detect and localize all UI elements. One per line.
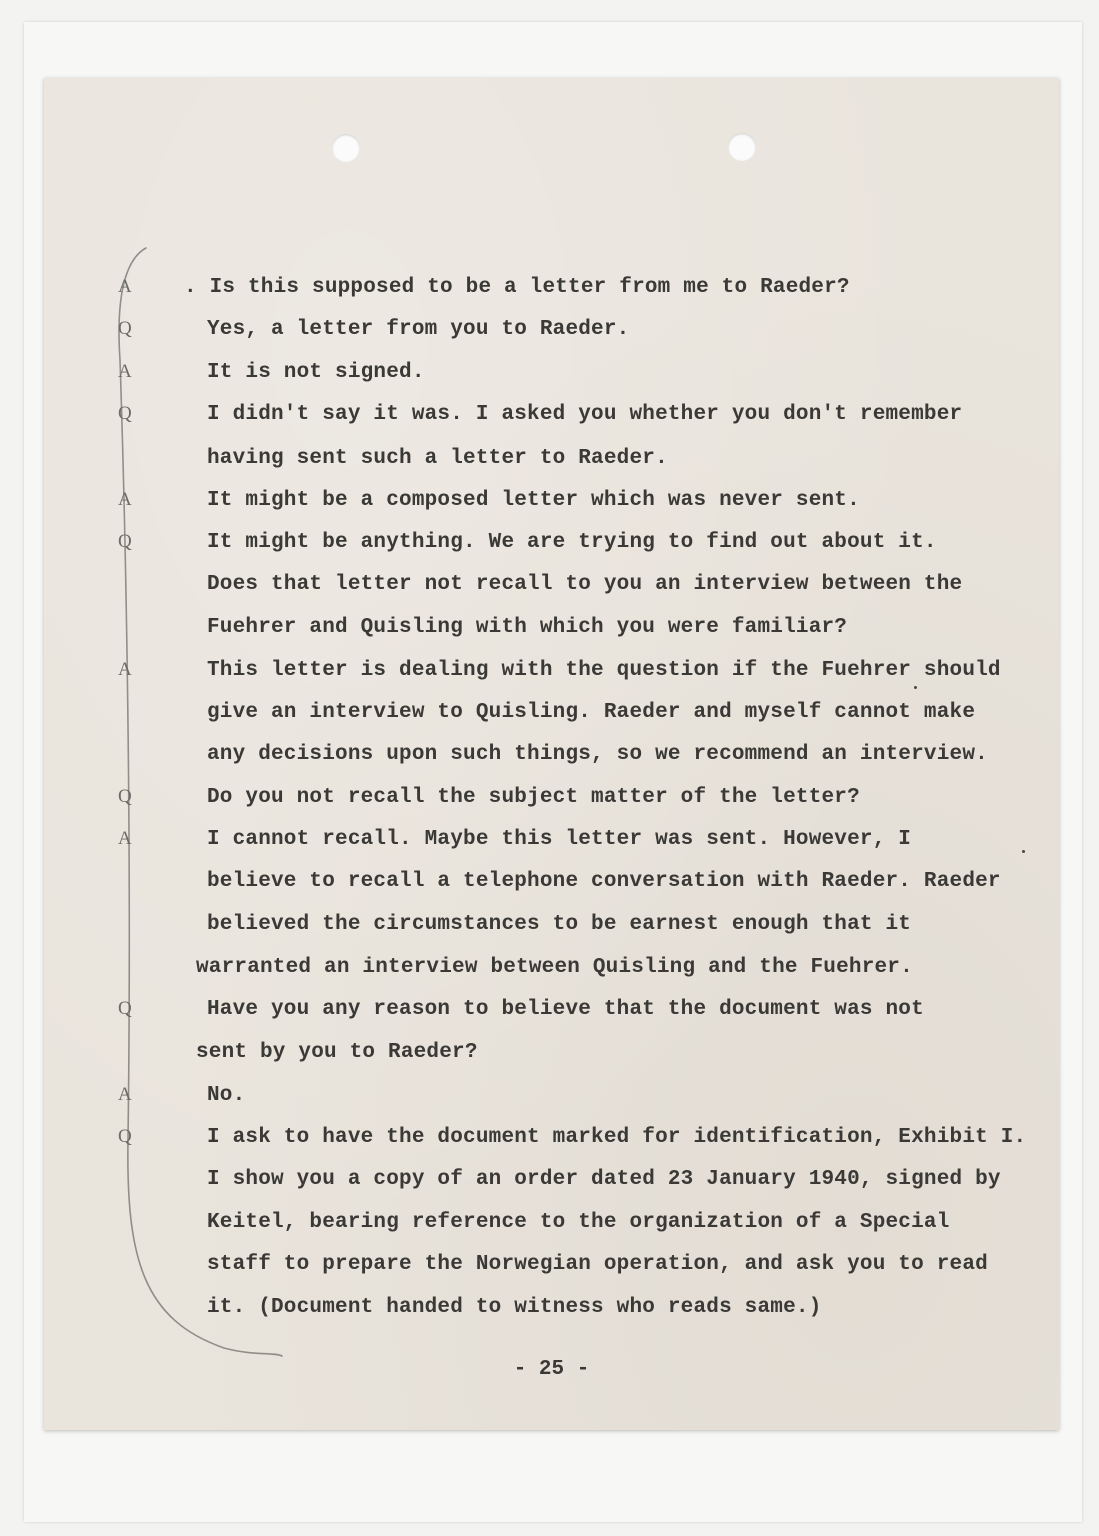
line-text: warranted an interview between Quisling and the Fuehrer. [196,956,913,979]
transcript-line [44,1168,1059,1204]
line-text: I show you a copy of an order dated 23 January 1940, signed by [207,1168,1001,1191]
transcript-line [44,573,1059,609]
line-text: believe to recall a telephone conversation with Raeder. Raeder [207,870,1001,893]
transcript-line [44,1126,1059,1162]
speaker-label: A [118,1084,132,1105]
line-text: I ask to have the document marked for identification, Exhibit I. [207,1126,1027,1149]
transcript-line [44,828,1059,864]
speaker-label: A [118,828,132,849]
line-text: believed the circumstances to be earnest enough that it [207,913,912,936]
line-text: Keitel, bearing reference to the organization of a Special [207,1211,950,1234]
transcript-line [44,743,1059,779]
transcript-line [44,1296,1059,1332]
transcript-line [44,956,1059,992]
transcript-line [44,659,1059,695]
line-text: give an interview to Quisling. Raeder and myself cannot make [207,701,976,724]
line-text: It might be a composed letter which was never sent. [207,489,860,512]
line-text: having sent such a letter to Raeder. [207,447,668,470]
line-text: It might be anything. We are trying to find out about it. [207,531,937,554]
speaker-label: Q [118,531,132,552]
line-text: This letter is dealing with the question if the Fuehrer should [207,659,1001,682]
line-text: staff to prepare the Norwegian operation, and ask you to read [207,1253,988,1276]
ink-speck [1022,850,1025,853]
transcript-line [44,998,1059,1034]
speaker-label: Q [118,1126,132,1147]
transcript-line [44,913,1059,949]
punch-hole-left [332,134,360,162]
transcript-line [44,701,1059,737]
line-text: I cannot recall. Maybe this letter was sent. However, I [207,828,912,851]
speaker-label: Q [118,403,132,424]
line-text: It is not signed. [207,361,425,384]
transcript-line [44,318,1059,354]
speaker-label: Q [118,786,132,807]
transcript-line [44,870,1059,906]
transcript-line [44,1041,1059,1077]
transcript-line [44,786,1059,822]
transcript-line [44,276,1059,312]
transcript-line [44,1211,1059,1247]
transcript-line [44,1253,1059,1289]
speaker-label: A [118,489,132,510]
line-text: I didn't say it was. I asked you whether you don't remember [207,403,963,426]
line-text: No. [207,1084,246,1107]
line-text: sent by you to Raeder? [196,1041,478,1064]
transcript-line [44,616,1059,652]
transcript-line [44,447,1059,483]
line-text: any decisions upon such things, so we recommend an interview. [207,743,988,766]
speaker-label: A [118,659,132,680]
speaker-label: A [118,276,132,297]
speaker-label: Q [118,998,132,1019]
page-number: - 25 - [513,1358,590,1381]
line-text: it. (Document handed to witness who reads same.) [207,1296,822,1319]
punch-hole-right [728,133,756,161]
speaker-label: Q [118,318,132,339]
ink-speck [914,686,917,689]
transcript-line [44,1084,1059,1120]
line-text: Fuehrer and Quisling with which you were familiar? [207,616,848,639]
speaker-label: A [118,361,132,382]
line-text: . Is this supposed to be a letter from me to Raeder? [184,276,850,299]
line-text: Have you any reason to believe that the document was not [207,998,924,1021]
line-text: Do you not recall the subject matter of the letter? [207,786,860,809]
typed-page [44,78,1059,1430]
transcript-line [44,531,1059,567]
line-text: Yes, a letter from you to Raeder. [207,318,630,341]
line-text: Does that letter not recall to you an interview between the [207,573,963,596]
transcript-line [44,361,1059,397]
transcript-line [44,403,1059,439]
transcript-line [44,489,1059,525]
